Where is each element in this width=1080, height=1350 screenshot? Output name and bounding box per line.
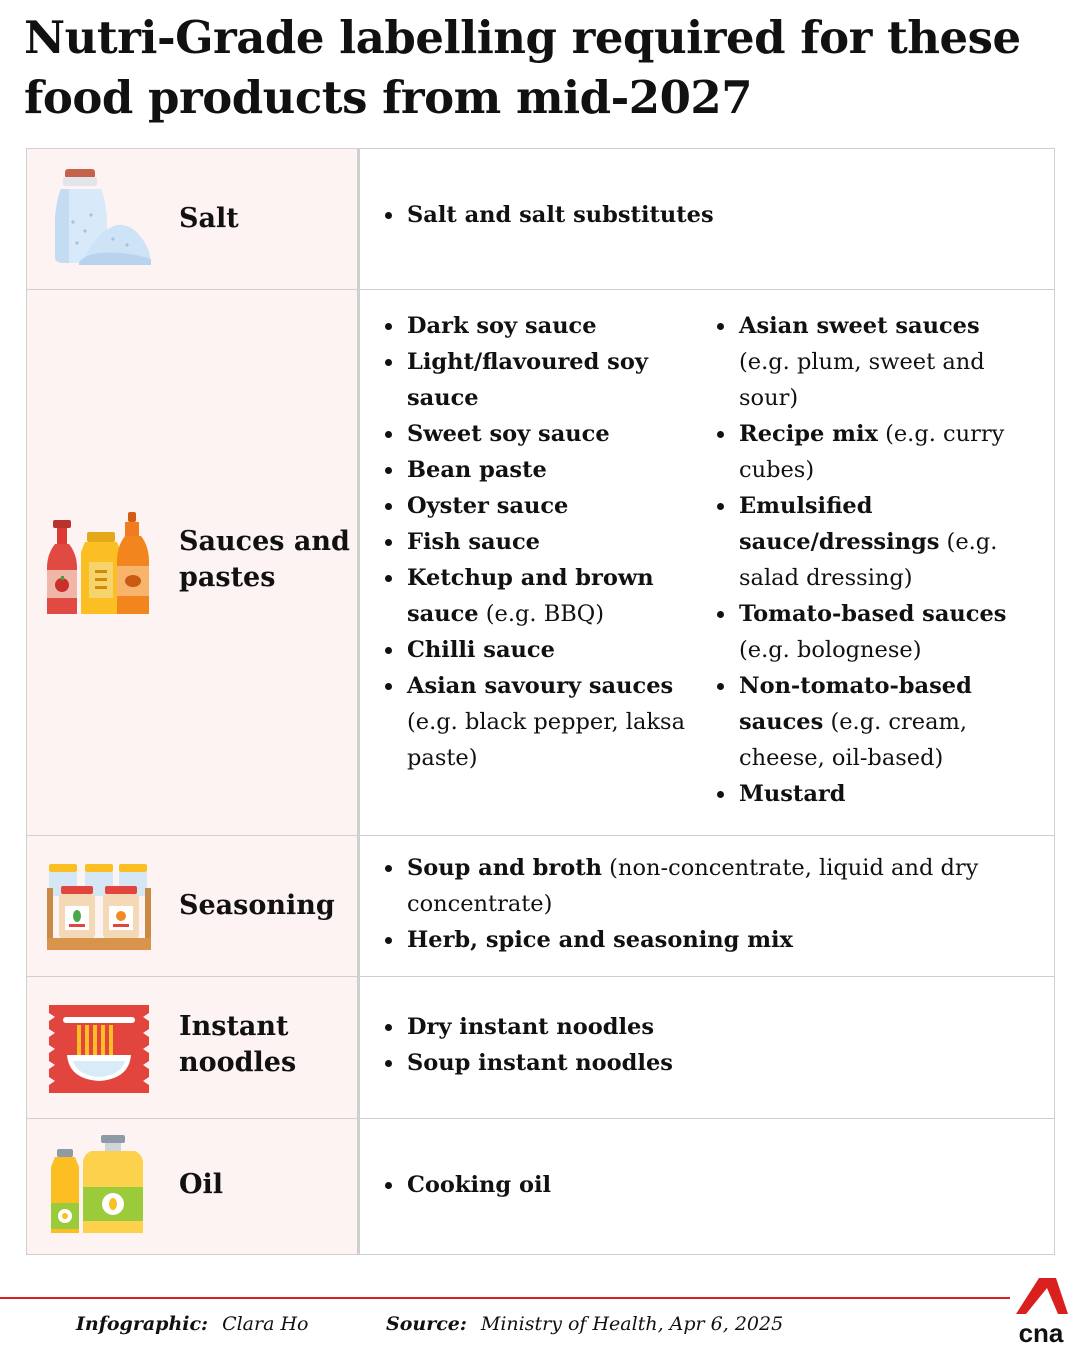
list-item: Soup instant noodles <box>381 1045 673 1081</box>
row-salt <box>27 149 1054 290</box>
list-item: Herb, spice and seasoning mix <box>381 922 1041 958</box>
category-label-salt: Salt <box>179 203 239 234</box>
sauce-bottles-icon <box>43 510 155 620</box>
list-item: Dry instant noodles <box>381 1009 673 1045</box>
item-list-left <box>381 308 701 776</box>
instant-noodles-icon <box>43 999 155 1099</box>
food-products-table <box>26 148 1055 1255</box>
item-list <box>381 850 1041 958</box>
category-cell <box>27 149 360 289</box>
item-list-right <box>713 308 1037 812</box>
row-oil <box>27 1119 1054 1254</box>
category-cell <box>27 1119 360 1254</box>
source-credit <box>386 1309 783 1339</box>
logo-text: cna <box>1018 1318 1064 1346</box>
source-value: Ministry of Health, Apr 6, 2025 <box>480 1313 784 1335</box>
category-label-noodles: Instant noodles <box>179 1011 297 1078</box>
list-item: Asian savoury sauces (e.g. black pepper, laksa paste) <box>381 668 701 776</box>
category-cell <box>27 977 360 1118</box>
category-cell <box>27 836 360 976</box>
items-cell <box>363 149 1054 289</box>
row-seasoning <box>27 836 1054 977</box>
items-cell <box>363 290 1054 835</box>
salt-shaker-icon <box>43 167 155 267</box>
row-sauces-and-pastes <box>27 290 1054 836</box>
list-item: Fish sauce <box>381 524 701 560</box>
list-item: Oyster sauce <box>381 488 701 524</box>
list-item: Soup and broth (non-concentrate, liquid and dry concentrate) <box>381 850 1041 922</box>
list-item: Dark soy sauce <box>381 308 701 344</box>
cna-logo <box>1012 1276 1070 1346</box>
infographic-credit <box>76 1309 308 1339</box>
list-item: Ketchup and brown sauce (e.g. BBQ) <box>381 560 701 632</box>
list-item: Bean paste <box>381 452 701 488</box>
list-item: Cooking oil <box>381 1167 551 1203</box>
category-label-oil: Oil <box>179 1169 224 1200</box>
list-item: Emulsified sauce/dressings (e.g. salad dressing) <box>713 488 1037 596</box>
item-list <box>381 1167 551 1203</box>
item-list <box>381 1009 673 1081</box>
items-cell <box>363 1119 1054 1254</box>
list-item: Mustard <box>713 776 1037 812</box>
seasoning-jars-icon <box>43 858 155 958</box>
items-cell <box>363 836 1054 976</box>
list-item: Light/flavoured soy sauce <box>381 344 701 416</box>
footer-divider <box>0 1297 1010 1299</box>
source-label: Source: <box>386 1313 467 1335</box>
list-item: Tomato-based sauces (e.g. bolognese) <box>713 596 1037 668</box>
list-item: Sweet soy sauce <box>381 416 701 452</box>
list-item: Asian sweet sauces (e.g. plum, sweet and sour) <box>713 308 1037 416</box>
category-label-seasoning: Seasoning <box>179 890 335 921</box>
list-item: Non-tomato-based sauces (e.g. cream, cheese, oil-based) <box>713 668 1037 776</box>
list-item: Chilli sauce <box>381 632 701 668</box>
list-item: Salt and salt substitutes <box>381 197 714 233</box>
items-cell <box>363 977 1054 1118</box>
list-item: Recipe mix (e.g. curry cubes) <box>713 416 1037 488</box>
category-cell <box>27 290 360 835</box>
category-label-sauces: Sauces and pastes <box>179 526 350 593</box>
infographic-label: Infographic: <box>76 1313 209 1335</box>
item-list <box>381 197 714 233</box>
row-instant-noodles <box>27 977 1054 1119</box>
oil-bottles-icon <box>43 1133 155 1239</box>
page-title: Nutri-Grade labelling required for these food products from mid-2027 <box>24 11 1021 124</box>
infographic-author: Clara Ho <box>222 1313 309 1335</box>
